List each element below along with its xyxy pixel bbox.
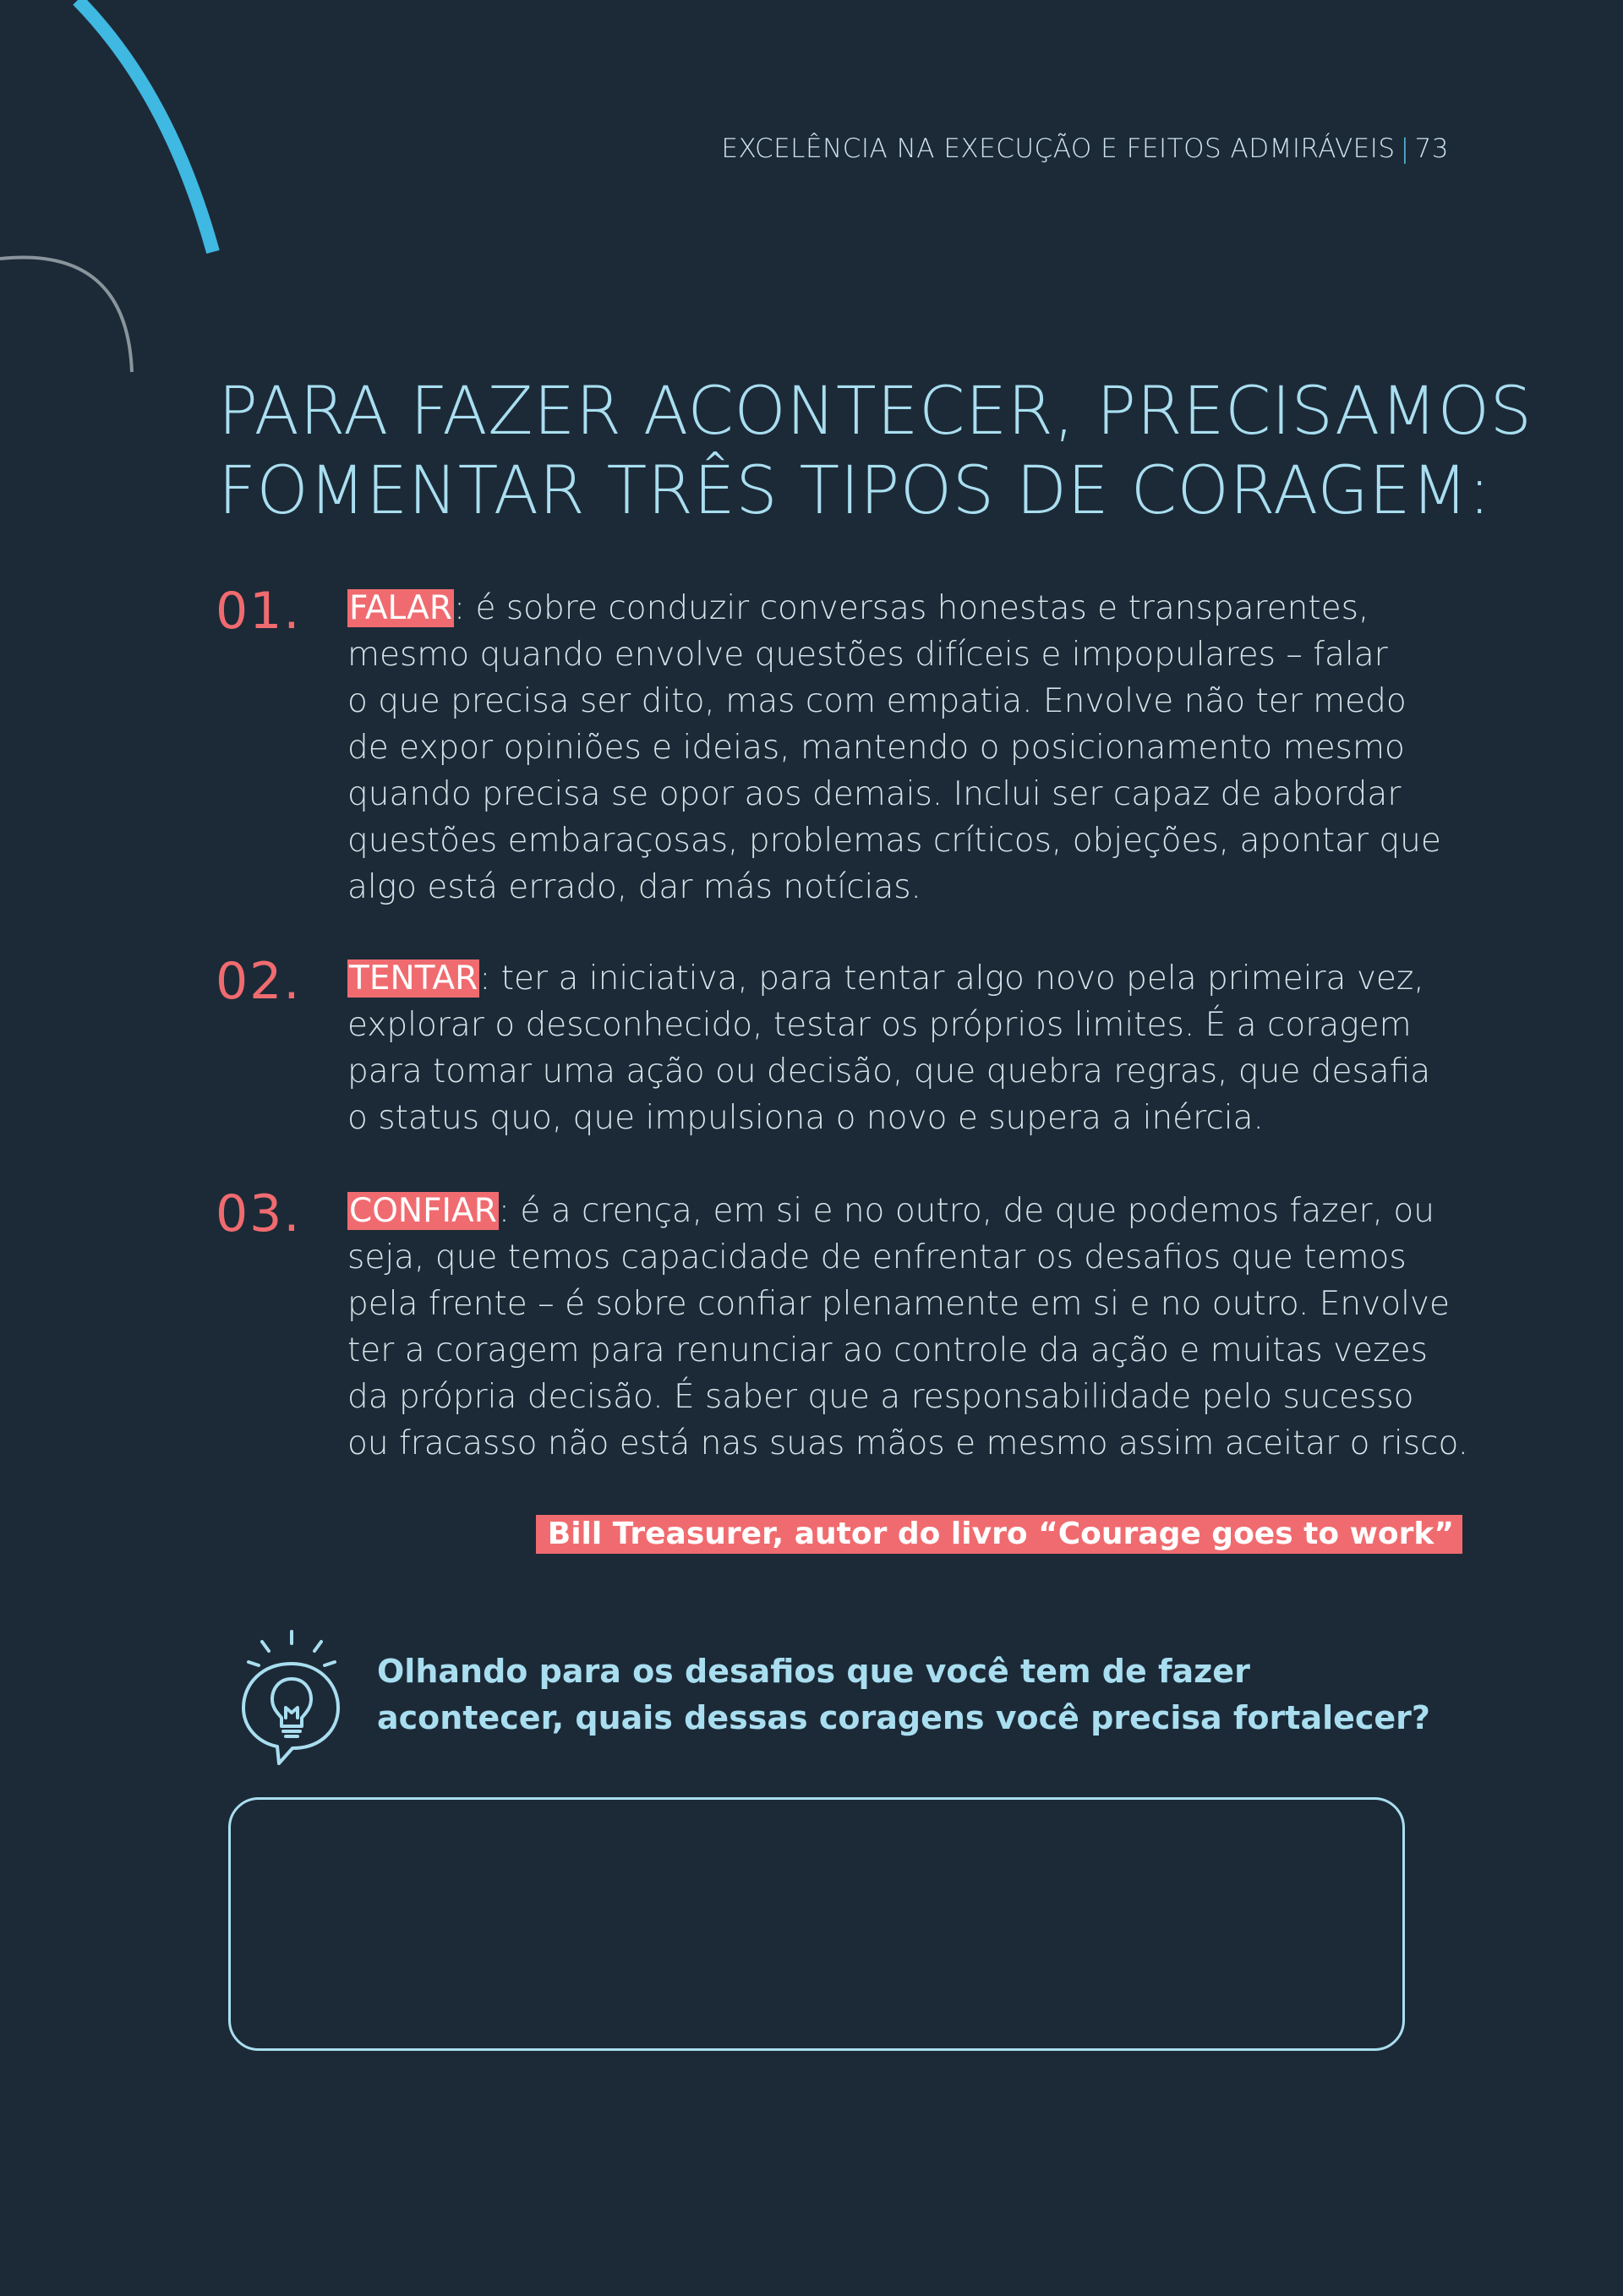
item-number: 03. — [216, 1184, 302, 1244]
keyword-highlight: CONFIAR — [349, 1192, 497, 1230]
page-title — [218, 372, 1533, 531]
keyword-highlight: TENTAR — [349, 959, 478, 998]
item-number: 01. — [216, 582, 302, 641]
header-separator: | — [1400, 134, 1410, 164]
title-line-1: PARA FAZER ACONTECER, PRECISAMOS — [218, 374, 1533, 450]
page-number: 73 — [1414, 134, 1449, 164]
reflection-question — [377, 1648, 1476, 1741]
lightbulb-speech-icon — [237, 1630, 347, 1765]
item-text: CONFIAR: é a crença, em si e no outro, de que podemos fazer, ou seja, que temos capacidade de enfrentar os desafios que temos pela frente – é sobre confiar plenamente em si e no outro. Envolve ter a coragem para renunciar ao controle da ação e muitas vezes da própria decisão. É saber que a responsabilidade pelo sucesso ou fracasso não está nas suas mãos e mesmo assim aceitar o risco. — [347, 1192, 1469, 1462]
item-text: TENTAR: ter a iniciativa, para tentar algo novo pela primeira vez, explorar o desconhecido, testar os próprios limites. É a coragem para tomar uma ação ou decisão, que quebra regras, que desafia o status quo, que impulsiona o novo e supera a inércia. — [347, 959, 1431, 1137]
title-line-2: FOMENTAR TRÊS TIPOS DE CORAGEM: — [218, 453, 1491, 529]
item-number: 02. — [216, 952, 302, 1011]
running-title: EXCELÊNCIA NA EXECUÇÃO E FEITOS ADMIRÁVEIS — [721, 134, 1396, 164]
question-line-2: acontecer, quais dessas coragens você precisa fortalecer? — [377, 1699, 1430, 1736]
running-header — [721, 134, 1449, 164]
decorative-arcs — [0, 0, 254, 389]
keyword-highlight: FALAR — [349, 589, 452, 627]
question-line-1: Olhando para os desafios que você tem de fazer — [377, 1653, 1250, 1690]
item-text: FALAR: é sobre conduzir conversas honestas e transparentes, mesmo quando envolve questões difíceis e impopulares – falar o que precisa ser dito, mas com empatia. Envolve não ter medo de expor opiniões e ideias, mantendo o posicionamento mesmo quando precisa se opor aos demais. Inclui ser capaz de abordar questões embaraçosas, problemas críticos, objeções, apontar que algo está errado, dar más notícias. — [347, 589, 1441, 906]
answer-text-area[interactable] — [228, 1797, 1405, 2051]
quote-attribution: Bill Treasurer, autor do livro “Courage goes to work” — [536, 1515, 1462, 1554]
